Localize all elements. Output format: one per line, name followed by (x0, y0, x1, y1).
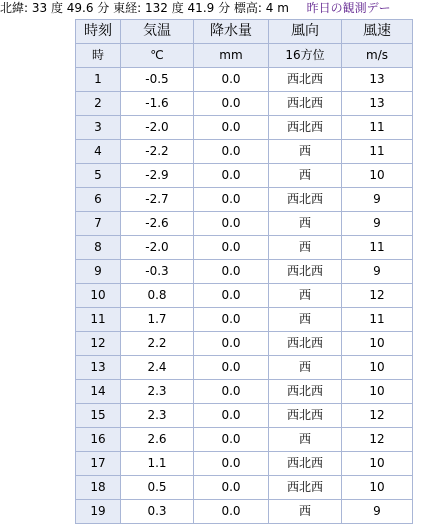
header-time: 時刻 (76, 20, 121, 44)
cell-hour: 13 (76, 356, 121, 380)
hourly-observation-table (75, 19, 413, 524)
cell-wind-direction: 西北西 (269, 476, 342, 500)
cell-precipitation: 0.0 (194, 332, 269, 356)
unit-temperature: ℃ (121, 44, 194, 68)
cell-temperature: 0.3 (121, 500, 194, 524)
table-row (76, 140, 413, 164)
table-row (76, 92, 413, 116)
yesterday-data-link[interactable]: 昨日の観測デー (306, 1, 391, 15)
cell-wind-speed: 11 (342, 236, 413, 260)
unit-wind-direction: 16方位 (269, 44, 342, 68)
station-info-bar (0, 0, 448, 17)
cell-hour: 1 (76, 68, 121, 92)
cell-hour: 3 (76, 116, 121, 140)
cell-hour: 8 (76, 236, 121, 260)
table-row (76, 404, 413, 428)
cell-hour: 19 (76, 500, 121, 524)
latitude-label: 北緯: (0, 1, 29, 15)
cell-hour: 18 (76, 476, 121, 500)
cell-wind-direction: 西北西 (269, 116, 342, 140)
cell-hour: 2 (76, 92, 121, 116)
elevation-value: 4 m (265, 1, 289, 15)
cell-hour: 4 (76, 140, 121, 164)
cell-hour: 17 (76, 452, 121, 476)
cell-wind-speed: 12 (342, 428, 413, 452)
cell-precipitation: 0.0 (194, 212, 269, 236)
cell-hour: 11 (76, 308, 121, 332)
cell-temperature: -2.7 (121, 188, 194, 212)
table-row (76, 284, 413, 308)
cell-precipitation: 0.0 (194, 140, 269, 164)
cell-precipitation: 0.0 (194, 188, 269, 212)
cell-hour: 15 (76, 404, 121, 428)
cell-precipitation: 0.0 (194, 92, 269, 116)
table-row (76, 188, 413, 212)
cell-wind-speed: 10 (342, 476, 413, 500)
longitude-label: 東経: (113, 1, 142, 15)
cell-wind-speed: 10 (342, 164, 413, 188)
cell-wind-speed: 9 (342, 260, 413, 284)
table-row (76, 116, 413, 140)
cell-temperature: -1.6 (121, 92, 194, 116)
cell-wind-direction: 西 (269, 236, 342, 260)
cell-hour: 14 (76, 380, 121, 404)
cell-hour: 16 (76, 428, 121, 452)
cell-precipitation: 0.0 (194, 260, 269, 284)
cell-wind-direction: 西北西 (269, 452, 342, 476)
cell-hour: 9 (76, 260, 121, 284)
cell-wind-direction: 西 (269, 428, 342, 452)
cell-temperature: 2.4 (121, 356, 194, 380)
header-row (76, 20, 413, 44)
cell-wind-direction: 西 (269, 212, 342, 236)
table-row (76, 452, 413, 476)
cell-precipitation: 0.0 (194, 68, 269, 92)
cell-wind-direction: 西北西 (269, 188, 342, 212)
cell-wind-speed: 9 (342, 500, 413, 524)
cell-wind-direction: 西 (269, 164, 342, 188)
cell-precipitation: 0.0 (194, 404, 269, 428)
cell-wind-direction: 西北西 (269, 260, 342, 284)
longitude-value: 132 度 41.9 分 (145, 1, 231, 15)
cell-temperature: -0.5 (121, 68, 194, 92)
cell-temperature: 2.2 (121, 332, 194, 356)
cell-temperature: -2.9 (121, 164, 194, 188)
cell-hour: 6 (76, 188, 121, 212)
table-row (76, 356, 413, 380)
units-row (76, 44, 413, 68)
cell-precipitation: 0.0 (194, 164, 269, 188)
cell-temperature: 1.7 (121, 308, 194, 332)
table-row (76, 380, 413, 404)
cell-hour: 10 (76, 284, 121, 308)
cell-wind-direction: 西 (269, 356, 342, 380)
cell-temperature: -2.0 (121, 236, 194, 260)
elevation-label: 標高: (233, 1, 262, 15)
header-precipitation: 降水量 (194, 20, 269, 44)
cell-precipitation: 0.0 (194, 428, 269, 452)
cell-wind-direction: 西 (269, 500, 342, 524)
cell-wind-speed: 13 (342, 92, 413, 116)
cell-precipitation: 0.0 (194, 356, 269, 380)
cell-wind-speed: 11 (342, 140, 413, 164)
cell-temperature: 0.8 (121, 284, 194, 308)
cell-wind-direction: 西北西 (269, 68, 342, 92)
table-row (76, 332, 413, 356)
table-row (76, 164, 413, 188)
cell-wind-speed: 9 (342, 188, 413, 212)
cell-wind-speed: 12 (342, 284, 413, 308)
cell-temperature: -0.3 (121, 260, 194, 284)
cell-hour: 5 (76, 164, 121, 188)
cell-wind-direction: 西北西 (269, 380, 342, 404)
cell-wind-direction: 西 (269, 284, 342, 308)
cell-precipitation: 0.0 (194, 308, 269, 332)
cell-temperature: 2.3 (121, 404, 194, 428)
table-row (76, 260, 413, 284)
cell-precipitation: 0.0 (194, 452, 269, 476)
cell-wind-speed: 10 (342, 356, 413, 380)
cell-hour: 12 (76, 332, 121, 356)
cell-temperature: 2.3 (121, 380, 194, 404)
cell-temperature: 2.6 (121, 428, 194, 452)
table-row (76, 236, 413, 260)
cell-wind-speed: 10 (342, 452, 413, 476)
header-wind-direction: 風向 (269, 20, 342, 44)
table-row (76, 68, 413, 92)
cell-precipitation: 0.0 (194, 116, 269, 140)
cell-precipitation: 0.0 (194, 380, 269, 404)
cell-temperature: -2.6 (121, 212, 194, 236)
table-body (76, 68, 413, 524)
cell-precipitation: 0.0 (194, 236, 269, 260)
unit-precipitation: mm (194, 44, 269, 68)
cell-precipitation: 0.0 (194, 476, 269, 500)
cell-temperature: 0.5 (121, 476, 194, 500)
cell-precipitation: 0.0 (194, 284, 269, 308)
header-temperature: 気温 (121, 20, 194, 44)
table-row (76, 476, 413, 500)
cell-wind-direction: 西北西 (269, 332, 342, 356)
cell-wind-direction: 西 (269, 140, 342, 164)
unit-time: 時 (76, 44, 121, 68)
cell-wind-speed: 11 (342, 116, 413, 140)
cell-wind-speed: 13 (342, 68, 413, 92)
cell-wind-speed: 11 (342, 308, 413, 332)
cell-precipitation: 0.0 (194, 500, 269, 524)
cell-wind-speed: 9 (342, 212, 413, 236)
unit-wind-speed: m/s (342, 44, 413, 68)
header-wind-speed: 風速 (342, 20, 413, 44)
table-row (76, 500, 413, 524)
cell-wind-direction: 西 (269, 308, 342, 332)
table-row (76, 428, 413, 452)
cell-temperature: -2.0 (121, 116, 194, 140)
cell-wind-speed: 10 (342, 380, 413, 404)
cell-temperature: -2.2 (121, 140, 194, 164)
cell-wind-direction: 西北西 (269, 404, 342, 428)
table-row (76, 308, 413, 332)
cell-wind-direction: 西北西 (269, 92, 342, 116)
cell-temperature: 1.1 (121, 452, 194, 476)
cell-hour: 7 (76, 212, 121, 236)
latitude-value: 33 度 49.6 分 (31, 1, 110, 15)
table-row (76, 212, 413, 236)
cell-wind-speed: 10 (342, 332, 413, 356)
cell-wind-speed: 12 (342, 404, 413, 428)
